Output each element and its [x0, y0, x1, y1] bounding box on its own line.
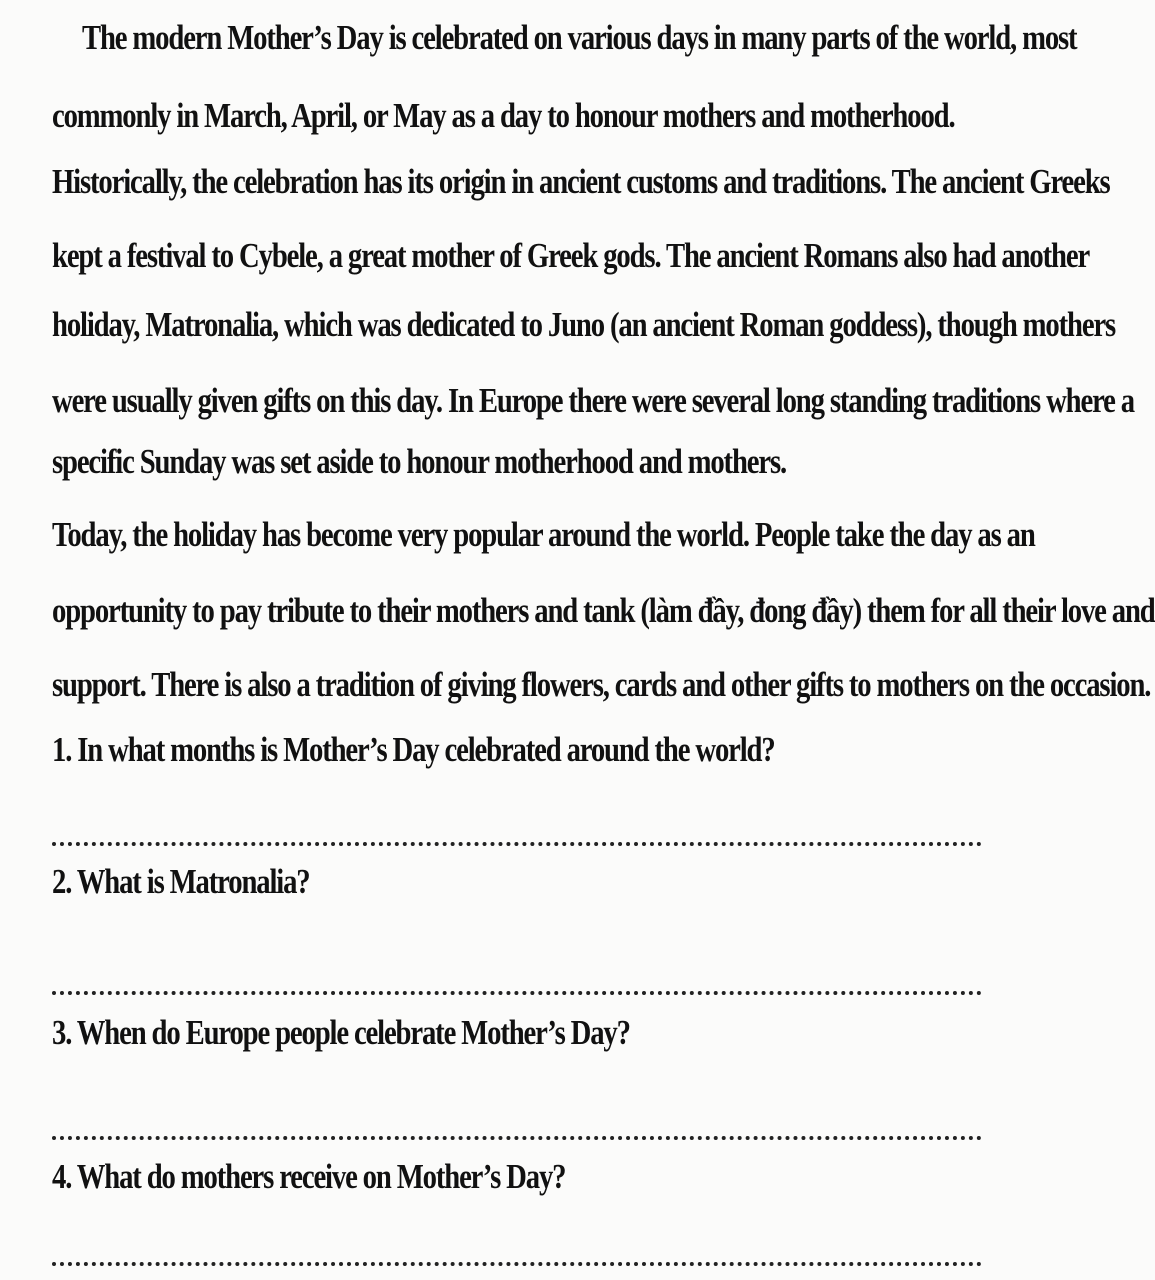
passage-line: support. There is also a tradition of giving flowers, cards and other gifts to mothers on the occasion. [52, 665, 1151, 704]
question-1: 1. In what months is Mother’s Day celebrated around the world? [52, 730, 775, 769]
passage-line: holiday, Matronalia, which was dedicated to Juno (an ancient Roman goddess), though mothers [52, 305, 1116, 344]
passage-line: kept a festival to Cybele, a great mother of Greek gods. The ancient Romans also had another [52, 236, 1090, 275]
answer-line-3[interactable] [52, 1132, 982, 1140]
passage-line: were usually given gifts on this day. In Europe there were several long standing traditions where a [52, 381, 1134, 420]
question-2: 2. What is Matronalia? [52, 862, 310, 901]
passage-line: opportunity to pay tribute to their mothers and tank (làm đầy, đong đầy) them for all their love and [52, 591, 1155, 630]
passage-line: Historically, the celebration has its origin in ancient customs and traditions. The ancient Greeks [52, 162, 1110, 201]
passage-line: The modern Mother’s Day is celebrated on various days in many parts of the world, most [82, 18, 1077, 57]
passage-line: commonly in March, April, or May as a day to honour mothers and motherhood. [52, 96, 955, 135]
answer-line-2[interactable] [52, 987, 982, 995]
answer-line-1[interactable] [52, 838, 982, 846]
passage-line: Today, the holiday has become very popular around the world. People take the day as an [52, 515, 1035, 554]
passage-line: specific Sunday was set aside to honour motherhood and mothers. [52, 442, 787, 481]
question-3: 3. When do Europe people celebrate Mother’s Day? [52, 1013, 630, 1052]
question-4: 4. What do mothers receive on Mother’s Day? [52, 1157, 566, 1196]
answer-line-4[interactable] [52, 1258, 982, 1266]
